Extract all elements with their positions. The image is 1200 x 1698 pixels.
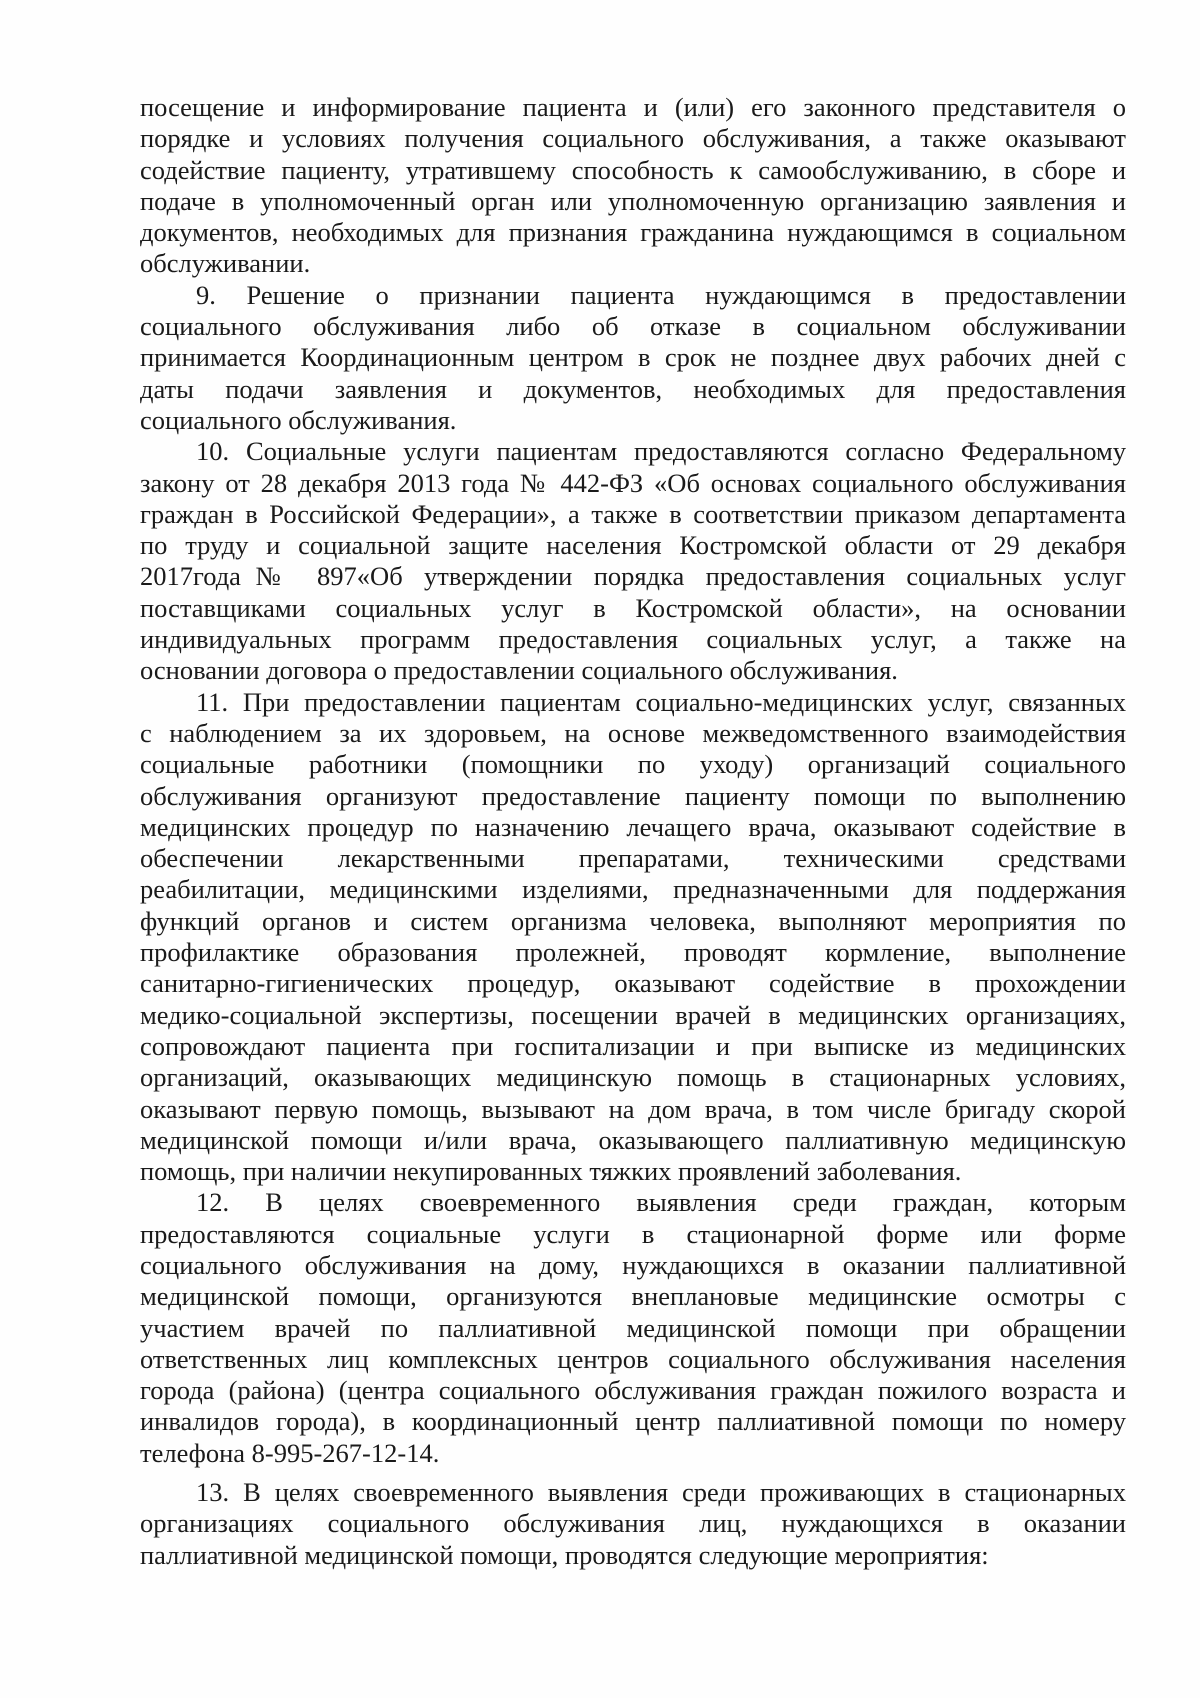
document-line: реабилитации, медицинскими изделиями, предназначенными для поддержания xyxy=(140,874,1126,905)
document-line: по труду и социальной защите населения Костромской области от 29 декабря xyxy=(140,530,1126,561)
document-line: социального обслуживания. xyxy=(140,404,457,435)
document-line: медицинской помощи и/или врача, оказывающего паллиативную медицинскую xyxy=(140,1124,1126,1155)
document-line: санитарно-гигиенических процедур, оказывают содействие в прохождении xyxy=(140,968,1126,999)
document-line: помощь, при наличии некупированных тяжких проявлений заболевания. xyxy=(140,1156,962,1187)
document-line: организациях социального обслуживания лиц, нуждающихся в оказании xyxy=(140,1508,1126,1539)
document-body-text xyxy=(140,92,1126,1571)
document-line: даты подачи заявления и документов, необходимых для предоставления xyxy=(140,373,1126,404)
document-line: профилактике образования пролежней, проводят кормление, выполнение xyxy=(140,937,1126,968)
document-line: социального обслуживания на дому, нуждающихся в оказании паллиативной xyxy=(140,1249,1126,1280)
document-line: предоставляются социальные услуги в стационарной форме или форме xyxy=(140,1218,1126,1249)
document-line: подаче в уполномоченный орган или уполномоченную организацию заявления и xyxy=(140,185,1126,216)
document-line: посещение и информирование пациента и (или) его законного представителя о xyxy=(140,92,1126,122)
document-line: инвалидов города), в координационный центр паллиативной помощи по номеру xyxy=(140,1406,1126,1437)
document-line: сопровождают пациента при госпитализации и при выписке из медицинских xyxy=(140,1030,1126,1061)
document-line: медицинской помощи, организуются внеплановые медицинские осмотры с xyxy=(140,1281,1126,1312)
document-line: обслуживания организуют предоставление пациенту помощи по выполнению xyxy=(140,780,1126,811)
document-line: порядке и условиях получения социального обслуживания, а также оказывают xyxy=(140,123,1126,154)
document-line: с наблюдением за их здоровьем, на основе межведомственного взаимодействия xyxy=(140,717,1126,748)
document-line: документов, необходимых для признания гражданина нуждающимся в социальном xyxy=(140,217,1126,248)
document-line: ответственных лиц комплексных центров социального обслуживания населения xyxy=(140,1343,1126,1374)
document-line: телефона 8-995-267-12-14. xyxy=(140,1437,440,1468)
document-line: закону от 28 декабря 2013 года № 442-ФЗ «Об основах социального обслуживания xyxy=(140,467,1126,498)
document-line: основании договора о предоставлении социального обслуживания. xyxy=(140,655,898,686)
document-line: оказывают первую помощь, вызывают на дом врача, в том числе бригаду скорой xyxy=(140,1093,1126,1124)
document-line: 13. В целях своевременного выявления среди проживающих в стационарных xyxy=(196,1477,1126,1508)
document-line: медицинских процедур по назначению лечащего врача, оказывают содействие в xyxy=(140,811,1126,842)
document-line: содействие пациенту, утратившему способность к самообслуживанию, в сборе и xyxy=(140,154,1126,185)
document-line: медико-социальной экспертизы, посещении врачей в медицинских организациях, xyxy=(140,999,1126,1030)
document-line: организаций, оказывающих медицинскую помощь в стационарных условиях, xyxy=(140,1062,1126,1093)
document-line: 2017года№ 897«Об утверждении порядка предоставления социальных услуг xyxy=(140,561,1126,592)
document-line: 9. Решение о признании пациента нуждающимся в предоставлении xyxy=(196,279,1126,310)
document-line: функций органов и систем организма человека, выполняют мероприятия по xyxy=(140,905,1126,936)
document-line: участием врачей по паллиативной медицинской помощи при обращении xyxy=(140,1312,1126,1343)
document-line: граждан в Российской Федерации», а также в соответствии приказом департамента xyxy=(140,498,1126,529)
document-line: социального обслуживания либо об отказе в социальном обслуживании xyxy=(140,311,1126,342)
document-line: 11. При предоставлении пациентам социально-медицинских услуг, связанных xyxy=(196,686,1126,717)
document-line: поставщиками социальных услуг в Костромской области», на основании xyxy=(140,592,1126,623)
document-line: индивидуальных программ предоставления социальных услуг, а также на xyxy=(140,624,1126,655)
document-line: социальные работники (помощники по уходу) организаций социального xyxy=(140,749,1126,780)
document-line: обеспечении лекарственными препаратами, техническими средствами xyxy=(140,843,1126,874)
document-line: паллиативной медицинской помощи, проводятся следующие мероприятия: xyxy=(140,1539,989,1570)
document-line: обслуживании. xyxy=(140,248,311,279)
document-line: города (района) (центра социального обслуживания граждан пожилого возраста и xyxy=(140,1375,1126,1406)
document-line: 10. Социальные услуги пациентам предоставляются согласно Федеральному xyxy=(196,436,1126,467)
document-line: 12. В целях своевременного выявления среди граждан, которым xyxy=(196,1187,1126,1218)
document-line: принимается Координационным центром в срок не позднее двух рабочих дней с xyxy=(140,342,1126,373)
